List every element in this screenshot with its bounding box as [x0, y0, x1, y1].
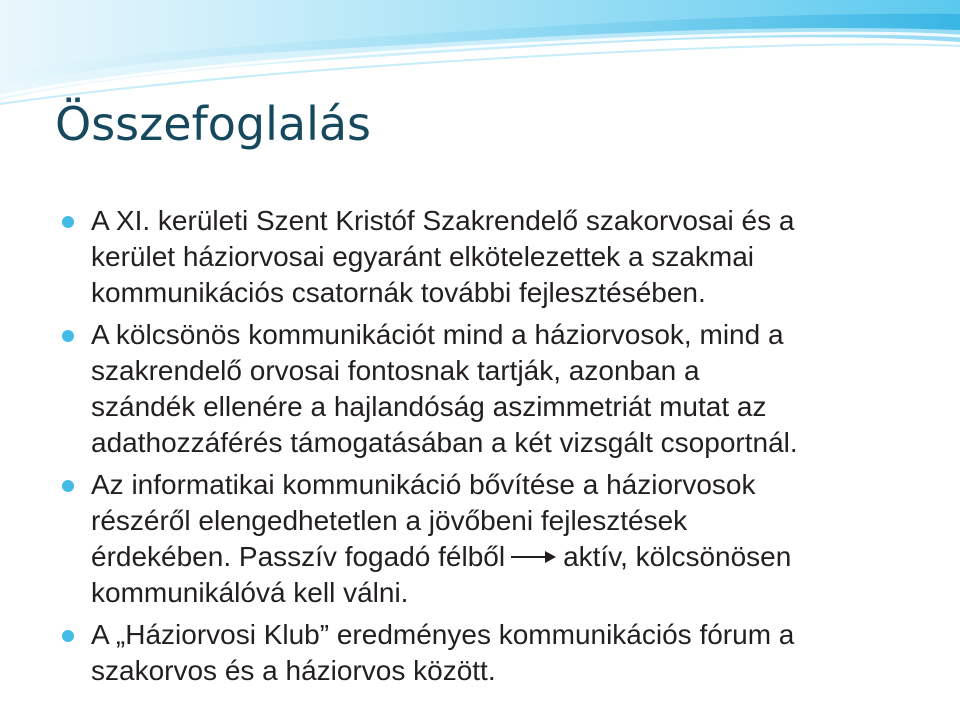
- bullet-line: Az informatikai kommunikáció bővítése a háziorvosok: [91, 469, 756, 500]
- bullet-line: szakorvos és a háziorvos között.: [91, 655, 496, 686]
- bullet-line: szándék ellenére a hajlandóság aszimmetriát mutat az: [91, 391, 767, 422]
- right-arrow-icon: [511, 550, 557, 564]
- bullet-line: szakrendelő orvosai fontosnak tartják, azonban a: [91, 355, 700, 386]
- bullet-line: kommunikációs csatornák további fejlesztésében.: [91, 277, 706, 308]
- bullet-line-with-arrow: [91, 539, 932, 575]
- bullet-item: [62, 467, 932, 611]
- bullet-dot-icon: [62, 330, 74, 342]
- bullet-line: kerület háziorvosai egyaránt elkötelezettek a szakmai: [91, 241, 755, 272]
- bullet-line: A „Háziorvosi Klub” eredményes kommunikációs fórum a: [91, 619, 795, 650]
- bullet-text-after-arrow: aktív, kölcsönösen: [563, 541, 792, 572]
- bullet-text-before-arrow: érdekében. Passzív fogadó félből: [91, 541, 506, 572]
- bullet-dot-icon: [62, 480, 74, 492]
- bullet-list: [62, 203, 932, 695]
- slide-title: Összefoglalás: [55, 97, 372, 151]
- bullet-line: A XI. kerületi Szent Kristóf Szakrendelő szakorvosai és a: [91, 205, 795, 236]
- bullet-dot-icon: [62, 216, 74, 228]
- bullet-line: kommunikálóvá kell válni.: [91, 577, 409, 608]
- header-banner: [0, 0, 960, 110]
- bullet-item: [62, 317, 932, 461]
- bullet-dot-icon: [62, 630, 74, 642]
- bullet-line: adathozzáférés támogatásában a két vizsgált csoportnál.: [91, 427, 798, 458]
- bullet-item: [62, 617, 932, 689]
- bullet-item: [62, 203, 932, 311]
- bullet-line: részéről elengedhetetlen a jövőbeni fejlesztések: [91, 505, 688, 536]
- bullet-line: A kölcsönös kommunikációt mind a háziorvosok, mind a: [91, 319, 784, 350]
